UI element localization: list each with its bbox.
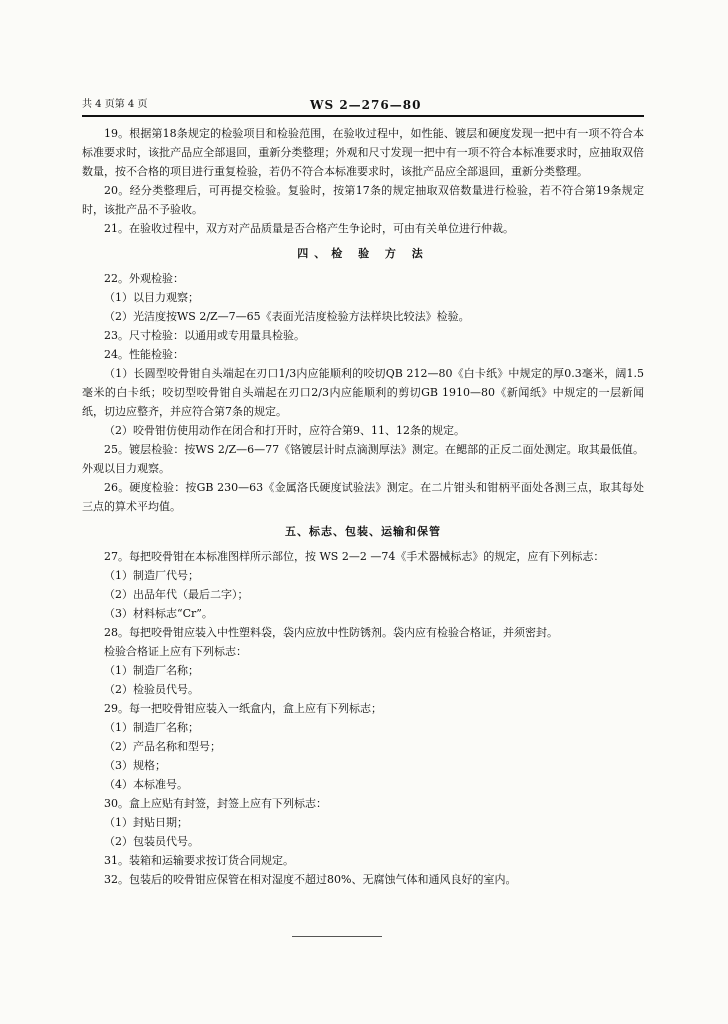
clause-31: 31。装箱和运输要求按订货合同规定。 <box>104 854 294 867</box>
clause-30-item-1: （1）封贴日期； <box>104 816 188 829</box>
clause-27-item-1: （1）制造厂代号； <box>104 569 199 582</box>
clause-22: 22。外观检验： <box>104 272 184 285</box>
standard-number: WS 2—276—80 <box>310 98 422 112</box>
page-info: 共 4 页第 4 页 <box>82 99 148 110</box>
clause-28-item-2: （2）检验员代号。 <box>104 683 199 696</box>
clause-19: 19。根据第18条规定的检验项目和检验范围，在验收过程中，如性能、镀层和硬度发现一把中有一项不符合本标准要求时，该批产品应全部退回，重新分类整理；外观和尺寸发现一把中有一项不符合本标准要求时，应抽取双倍数量，按不合格的项目进行重复检验，若仍不符合本标准要求时，该批产品应全部退回，重新分类整理。 <box>82 127 644 178</box>
clause-22-item-1: （1）以目力观察； <box>104 291 199 304</box>
clause-29-item-3: （3）规格； <box>104 759 166 772</box>
end-rule <box>292 936 382 937</box>
clause-29-item-4: （4）本标准号。 <box>104 778 188 791</box>
section-heading-inspection-methods: 四、检 验 方 法 <box>297 247 429 260</box>
clause-29-item-2: （2）产品名称和型号； <box>104 740 221 753</box>
clause-29: 29。每一把咬骨钳应装入一纸盒内，盒上应有下列标志； <box>104 702 382 715</box>
clause-24: 24。性能检验： <box>104 348 184 361</box>
clause-27-item-3: （3）材料标志“Cr”。 <box>104 607 213 620</box>
clause-24-item-2: （2）咬骨钳仿使用动作在闭合和打开时，应符合第9、11、12条的规定。 <box>104 424 465 437</box>
clause-26: 26。硬度检验：按GB 230—63《金属洛氏硬度试验法》测定。在二片钳头和钳柄平面处各测三点，取其每处三点的算术平均值。 <box>82 481 644 513</box>
page-header <box>82 97 644 113</box>
clause-30: 30。盒上应贴有封签，封签上应有下列标志： <box>104 797 327 810</box>
clause-21: 21。在验收过程中，双方对产品质量是否合格产生争论时，可由有关单位进行仲裁。 <box>104 222 514 235</box>
clause-30-item-2: （2）包装员代号。 <box>104 835 199 848</box>
clause-22-item-2: （2）光洁度按WS 2/Z—7—65《表面光洁度检验方法样块比较法》检验。 <box>104 310 470 323</box>
clause-28-item-1: （1）制造厂名称； <box>104 664 199 677</box>
clause-32: 32。包装后的咬骨钳应保管在相对湿度不超过80%、无腐蚀气体和通风良好的室内。 <box>104 873 517 886</box>
header-rule <box>82 115 644 117</box>
clause-20: 20。经分类整理后，可再提交检验。复验时，按第17条的规定抽取双倍数量进行检验，若不符合第19条规定时，该批产品不予验收。 <box>82 184 644 216</box>
clause-25: 25。镀层检验：按WS 2/Z—6—77《铬镀层计时点滴测厚法》测定。在鳃部的正反二面处测定。取其最低值。外观以目力观察。 <box>82 443 644 475</box>
clause-28: 28。每把咬骨钳应装入中性塑料袋，袋内应放中性防锈剂。袋内应有检验合格证，并须密封。 <box>104 626 558 639</box>
clause-29-item-1: （1）制造厂名称； <box>104 721 199 734</box>
clause-27-item-2: （2）出品年代（最后二字）； <box>104 588 249 601</box>
clause-28-cert-label: 检验合格证上应有下列标志： <box>104 645 247 658</box>
clause-23: 23。尺寸检验：以通用或专用量具检验。 <box>104 329 305 342</box>
document-body <box>82 124 644 889</box>
clause-27: 27。每把咬骨钳在本标准图样所示部位，按 WS 2—2 —74《手术器械标志》的规定，应有下列标志： <box>104 550 605 563</box>
clause-24-item-1: （1）长圆型咬骨钳自头端起在刃口1/3内应能顺利的咬切QB 212—80《白卡纸》中规定的厚0.3毫米，阔1.5毫米的白卡纸；咬切型咬骨钳自头端起在刃口2/3内应能顺利的剪切GB 1910—80《新闻纸》中规定的一层新闻纸，切边应整齐，并应符合第7条的规定。 <box>82 367 644 418</box>
section-heading-marking-packaging: 五、标志、包装、运输和保管 <box>285 525 441 538</box>
